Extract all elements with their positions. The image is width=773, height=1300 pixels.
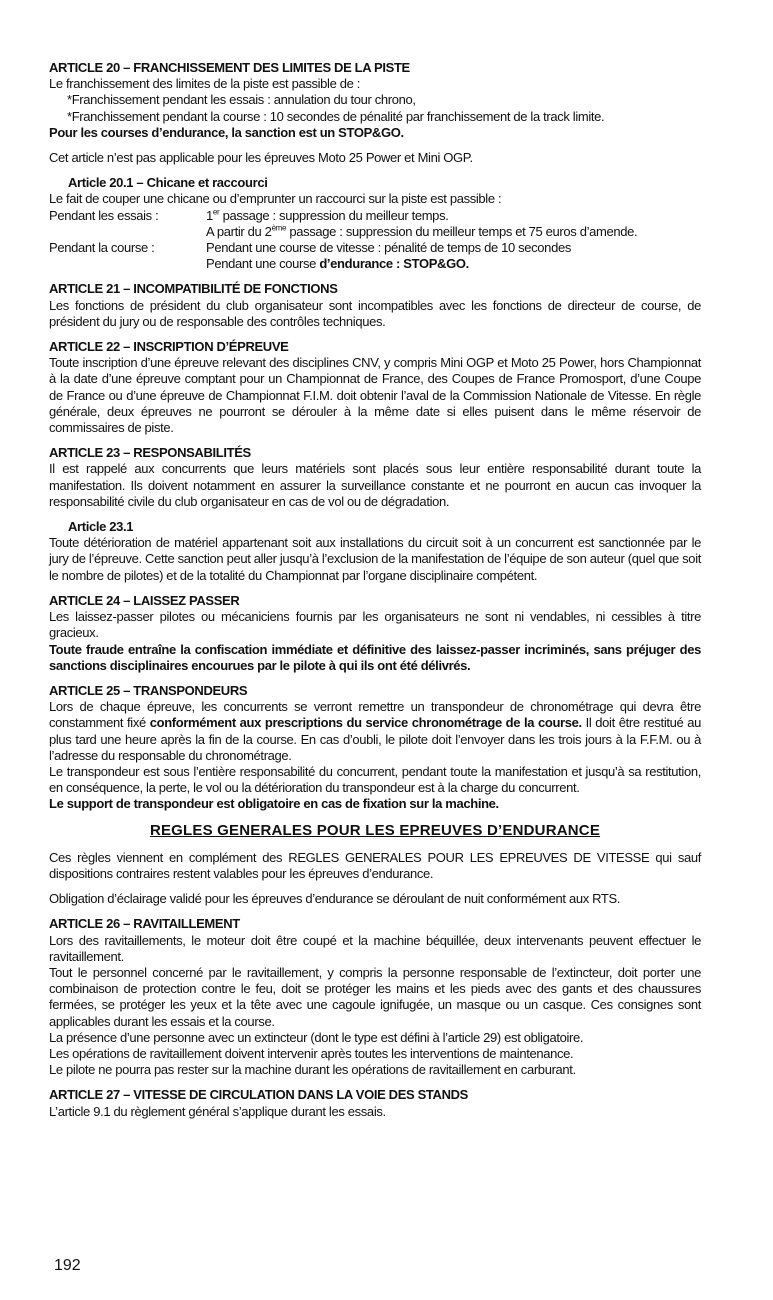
article-20-item-2: *Franchissement pendant la course : 10 secondes de pénalité par franchissement de la track limite. bbox=[67, 108, 605, 124]
article-20-1-intro: Le fait de couper une chicane ou d’emprunter un raccourci sur la piste est passible : bbox=[49, 191, 502, 207]
article-26-p1: Lors des ravitaillements, le moteur doit être coupé et la machine béquillée, deux intervenants peuvent effectuer le ravitaillement. bbox=[49, 932, 701, 964]
essais-row bbox=[49, 208, 701, 224]
course-label: Pendant la course : bbox=[49, 240, 155, 256]
section-p2: Obligation d’éclairage validé pour les épreuves d’endurance se déroulant de nuit conformément aux RTS. bbox=[49, 891, 621, 907]
article-25-heading: ARTICLE 25 – TRANSPONDEURS bbox=[49, 682, 248, 698]
article-20-intro: Le franchissement des limites de la piste est passible de : bbox=[49, 76, 361, 92]
article-21-text: Les fonctions de président du club organisateur sont incompatibles avec les fonctions de directeur de course, de président du jury ou de responsable des contrôles techniques. bbox=[49, 297, 701, 329]
article-26-p5: Le pilote ne pourra pas rester sur la machine durant les opérations de ravitaillement en carburant. bbox=[49, 1062, 576, 1078]
article-25-p3: Le support de transpondeur est obligatoire en cas de fixation sur la machine. bbox=[49, 796, 499, 812]
article-24-heading: ARTICLE 24 – LAISSEZ PASSER bbox=[49, 592, 240, 608]
article-25-p2: Le transpondeur est sous l’entière responsabilité du concurrent, pendant toute la manifestation et jusqu’à sa restitution, en conséquence, la perte, le vol ou la détérioration du transpondeur est à la charge du concurrent. bbox=[49, 763, 701, 796]
article-25-p1: Lors de chaque épreuve, les concurrents se verront remettre un transpondeur de chronométrage qui devra être constamment fixé conformément aux prescriptions du service chronométrage de la course. Il doit être restitué au plus tard une heure après la fin de la course. En cas d’oubli, le pilote doit l’envoyer dans les trois jours à la F.F.M. ou à l’adresse du responsable du chronométrage. bbox=[49, 699, 701, 763]
article-23-1-heading: Article 23.1 bbox=[68, 519, 134, 535]
article-20-heading: ARTICLE 20 – FRANCHISSEMENT DES LIMITES DE LA PISTE bbox=[49, 60, 410, 75]
course-rule-2: Pendant une course d’endurance : STOP&GO. bbox=[206, 256, 469, 272]
page-number: 192 bbox=[54, 1257, 81, 1274]
article-21-heading: ARTICLE 21 – INCOMPATIBILITÉ DE FONCTIONS bbox=[49, 281, 338, 297]
article-22-text: Toute inscription d’une épreuve relevant des disciplines CNV, y compris Mini OGP et Moto 25 Power, hors Championnat à la date d’une épreuve comptant pour un Championnat de France, des Coupes de France Promosport, d’une Coupe de France ou d’une épreuve de Championnat F.I.M. doit obtenir l’aval de la Commission Nationale de Vitesse. En règle générale, deux épreuves ne pourront se dérouler à la même date si elles puisent dans le même réservoir de commissaires de piste. bbox=[49, 355, 701, 436]
article-23-1-text: Toute détérioration de matériel appartenant soit aux installations du circuit soit à un concurrent est sanctionnée par le jury de l’épreuve. Cette sanction peut aller jusqu’à l’exclusion de la manifestation de l’équipe de son auteur (quel que soit le nombre de pilotes) et de la totalité du Championnat par l’organe disciplinaire compétent. bbox=[49, 535, 701, 583]
article-24-bold: Toute fraude entraîne la confiscation immédiate et définitive des laissez-passer incriminés, sans préjuger des sanctions disciplinaires encourues par le pilote à qui ils ont été délivrés. bbox=[49, 641, 701, 673]
article-20-1-heading: Article 20.1 – Chicane et raccourci bbox=[68, 175, 268, 191]
article-23-text: Il est rappelé aux concurrents que leurs matériels sont placés sous leur entière responsabilité durant toute la manifestation. Ils doivent notamment en assurer la surveillance constante et ne pourront en aucun cas invoquer la responsabilité civile du club organisateur en cas de vol ou de dégradation. bbox=[49, 461, 701, 509]
section-heading: REGLES GENERALES POUR LES EPREUVES D’ENDURANCE bbox=[149, 821, 601, 839]
article-27-text: L’article 9.1 du règlement général s’applique durant les essais. bbox=[49, 1103, 386, 1119]
article-26-p4: Les opérations de ravitaillement doivent intervenir après toutes les interventions de maintenance. bbox=[49, 1045, 574, 1061]
essais-rule-1: 1er passage : suppression du meilleur temps. bbox=[206, 207, 449, 223]
article-26-p2: Tout le personnel concerné par le ravitaillement, y compris la personne responsable de l’extincteur, doit porter une combinaison de protection contre le feu, doit se protéger les mains et les pieds avec des gants et des chaussures fermées, se protéger les yeux et la tête avec une cagoule ignifugée, un masque ou un casque. Ces consignes sont applicables durant les essais et la course. bbox=[49, 964, 701, 1029]
section-p1: Ces règles viennent en complément des REGLES GENERALES POUR LES EPREUVES DE VITESSE qui sauf dispositions contraires restent valables pour les épreuves d’endurance. bbox=[49, 849, 701, 881]
course-rule-1: Pendant une course de vitesse : pénalité de temps de 10 secondes bbox=[206, 240, 571, 256]
article-27-heading: ARTICLE 27 – VITESSE DE CIRCULATION DANS LA VOIE DES STANDS bbox=[49, 1087, 468, 1103]
article-24-text: Les laissez-passer pilotes ou mécaniciens fournis par les organisateurs ne sont ni vendables, ni cessibles à titre gracieux. bbox=[49, 609, 701, 641]
article-20-note: Cet article n’est pas applicable pour les épreuves Moto 25 Power et Mini OGP. bbox=[49, 150, 473, 166]
article-20-endurance: Pour les courses d’endurance, la sanction est un STOP&GO. bbox=[49, 124, 404, 140]
essais-label: Pendant les essais : bbox=[49, 207, 159, 223]
essais-rule-2: A partir du 2ème passage : suppression du meilleur temps et 75 euros d’amende. bbox=[206, 223, 638, 239]
course-row bbox=[49, 240, 701, 256]
article-23-heading: ARTICLE 23 – RESPONSABILITÉS bbox=[49, 445, 251, 461]
article-26-heading: ARTICLE 26 – RAVITAILLEMENT bbox=[49, 916, 240, 932]
article-20-item-1: *Franchissement pendant les essais : annulation du tour chrono, bbox=[67, 92, 416, 108]
article-26-p3: La présence d’une personne avec un extincteur (dont le type est défini à l’article 29) est obligatoire. bbox=[49, 1029, 584, 1045]
article-22-heading: ARTICLE 22 – INSCRIPTION D’ÉPREUVE bbox=[49, 339, 289, 355]
